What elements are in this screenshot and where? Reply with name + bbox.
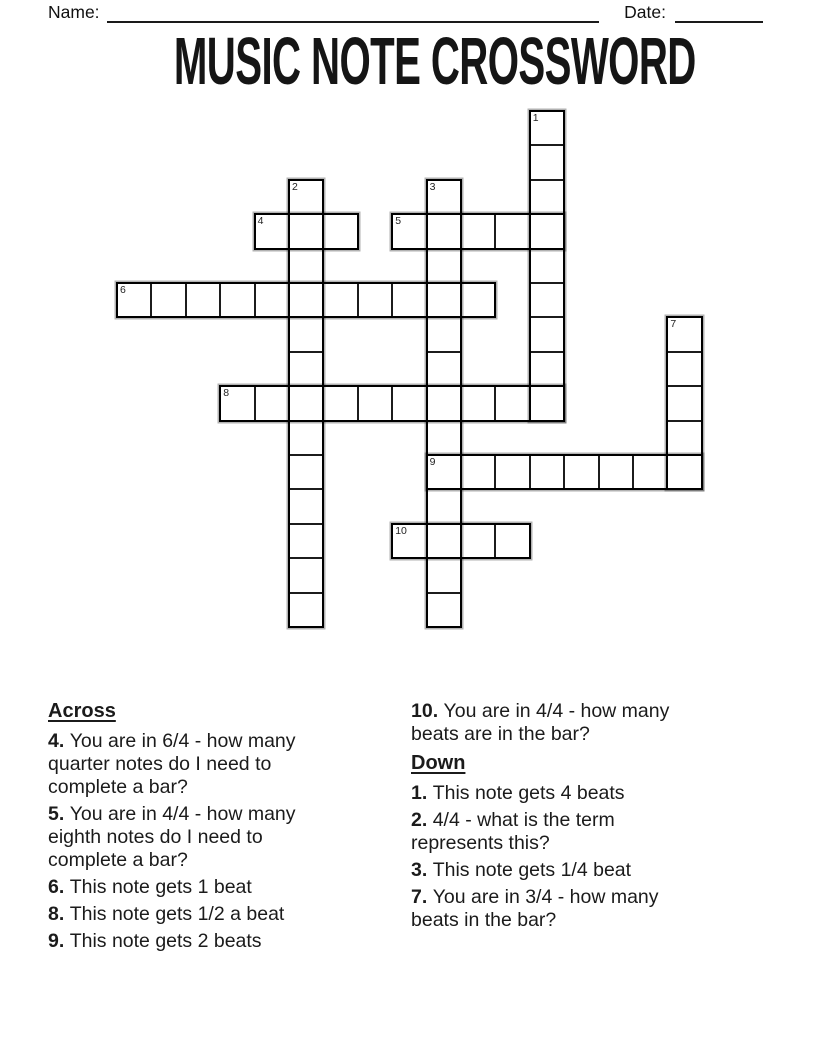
crossword-cell[interactable] [426,213,462,249]
clue-text: You are in 6/4 - how many quarter notes do I need to complete a bar? [48,730,296,798]
crossword-cell[interactable] [288,213,324,249]
title-row [0,24,816,99]
header-row [48,1,763,23]
grid-number-4: 4 [257,215,264,228]
across-heading: Across [48,700,116,722]
crossword-cell[interactable] [529,316,565,352]
grid-number-9: 9 [429,456,436,468]
clue-number-label: 9. [48,930,70,952]
crossword-cell[interactable] [632,454,668,490]
clue-number-label: 6. [48,876,70,898]
clue-number-label: 7. [411,886,433,908]
date-label: Date: [624,2,666,22]
clues-right-column [411,700,707,936]
crossword-cell[interactable] [563,454,599,490]
clue-item-3 [411,859,707,882]
clue-item-9 [48,930,344,953]
crossword-cell[interactable] [288,248,324,284]
clue-text: This note gets 1 beat [69,876,252,898]
grid-number-10: 10 [395,524,407,537]
crossword-grid [116,110,703,628]
crossword-cell[interactable] [494,454,530,490]
crossword-cell[interactable] [288,316,324,352]
clue-text: 4/4 - what is the term represents this? [411,809,615,854]
clue-text: This note gets 4 beats [432,782,625,804]
grid-number-5: 5 [395,215,402,228]
crossword-cell[interactable] [460,213,496,249]
clue-number-label: 2. [411,809,433,831]
crossword-cell[interactable] [529,282,565,318]
crossword-cell[interactable] [254,282,290,318]
crossword-cell[interactable] [426,488,462,524]
crossword-cell[interactable] [254,213,290,249]
crossword-cell[interactable] [460,282,496,318]
crossword-cell[interactable] [529,179,565,215]
crossword-cell[interactable] [426,282,462,318]
crossword-cell[interactable] [288,454,324,490]
crossword-cell[interactable] [391,523,427,559]
crossword-cell[interactable] [288,557,324,593]
crossword-cell[interactable] [426,523,462,559]
clue-item-1 [411,782,707,805]
crossword-cell[interactable] [494,213,530,249]
crossword-cell[interactable] [598,454,634,490]
clue-text: This note gets 1/4 beat [432,859,632,881]
crossword-cell[interactable] [357,385,393,421]
crossword-cell[interactable] [426,454,462,490]
date-input-line[interactable] [675,1,763,23]
crossword-cell[interactable] [426,592,462,628]
grid-number-8: 8 [223,387,230,400]
clue-number-label: 3. [411,859,433,881]
name-label: Name: [48,2,100,22]
crossword-cell[interactable] [529,454,565,490]
down-heading: Down [411,752,466,774]
crossword-cell[interactable] [322,282,358,318]
crossword-cell[interactable] [666,454,702,490]
clue-text: You are in 4/4 - how many eighth notes do I need to complete a bar? [48,803,296,871]
grid-number-6: 6 [120,284,126,296]
crossword-cell[interactable] [288,592,324,628]
clue-number-label: 1. [411,782,433,804]
crossword-cell[interactable] [529,248,565,284]
crossword-cell[interactable] [116,282,152,318]
crossword-cell[interactable] [529,385,565,421]
crossword-cell[interactable] [322,213,358,249]
crossword-cell[interactable] [529,213,565,249]
crossword-cell[interactable] [219,385,255,421]
grid-number-7: 7 [670,318,677,331]
clue-text: You are in 3/4 - how many beats in the bar? [411,886,659,931]
clue-item-6 [48,876,344,899]
crossword-cell[interactable] [150,282,186,318]
crossword-cell[interactable] [529,351,565,387]
grid-number-2: 2 [292,180,298,193]
name-input-line[interactable] [107,1,600,23]
crossword-cell[interactable] [426,385,462,421]
crossword-cell[interactable] [666,420,702,456]
grid-number-1: 1 [532,112,539,124]
clue-item-8 [48,903,344,926]
crossword-cell[interactable] [185,282,221,318]
crossword-cell[interactable] [426,420,462,456]
crossword-cell[interactable] [666,316,702,352]
clue-number-label: 10. [411,700,444,722]
crossword-cell[interactable] [288,523,324,559]
crossword-cell[interactable] [288,351,324,387]
grid-number-3: 3 [429,180,436,193]
clue-item-10 [411,700,707,746]
clue-text: This note gets 1/2 a beat [69,903,285,925]
crossword-cell[interactable] [666,385,702,421]
clue-number-label: 5. [48,803,70,825]
crossword-cell[interactable] [426,557,462,593]
clue-text: This note gets 2 beats [69,930,262,952]
crossword-cell[interactable] [666,351,702,387]
page-title: MUSIC NOTE CROSSWORD [173,24,696,99]
crossword-cell[interactable] [288,420,324,456]
crossword-cell[interactable] [288,385,324,421]
clue-item-2 [411,809,707,855]
crossword-cell[interactable] [219,282,255,318]
crossword-cell[interactable] [529,110,565,146]
crossword-cell[interactable] [391,213,427,249]
clue-item-7 [411,886,707,932]
clue-item-4 [48,730,344,799]
crossword-cell[interactable] [460,454,496,490]
crossword-cell[interactable] [529,144,565,180]
clue-number-label: 4. [48,730,70,752]
crossword-cell[interactable] [288,282,324,318]
crossword-cell[interactable] [322,385,358,421]
crossword-cell[interactable] [288,179,324,215]
crossword-cell[interactable] [426,248,462,284]
clue-text: You are in 4/4 - how many beats are in the bar? [411,700,670,745]
clues-left-column [48,700,344,957]
crossword-cell[interactable] [288,488,324,524]
crossword-cell[interactable] [391,385,427,421]
crossword-cell[interactable] [391,282,427,318]
crossword-cell[interactable] [254,385,290,421]
crossword-cell[interactable] [357,282,393,318]
crossword-cell[interactable] [494,385,530,421]
crossword-cell[interactable] [426,351,462,387]
clue-number-label: 8. [48,903,70,925]
crossword-cell[interactable] [460,385,496,421]
clue-item-5 [48,803,344,872]
crossword-cell[interactable] [426,179,462,215]
crossword-cell[interactable] [460,523,496,559]
crossword-cell[interactable] [494,523,530,559]
crossword-cell[interactable] [426,316,462,352]
